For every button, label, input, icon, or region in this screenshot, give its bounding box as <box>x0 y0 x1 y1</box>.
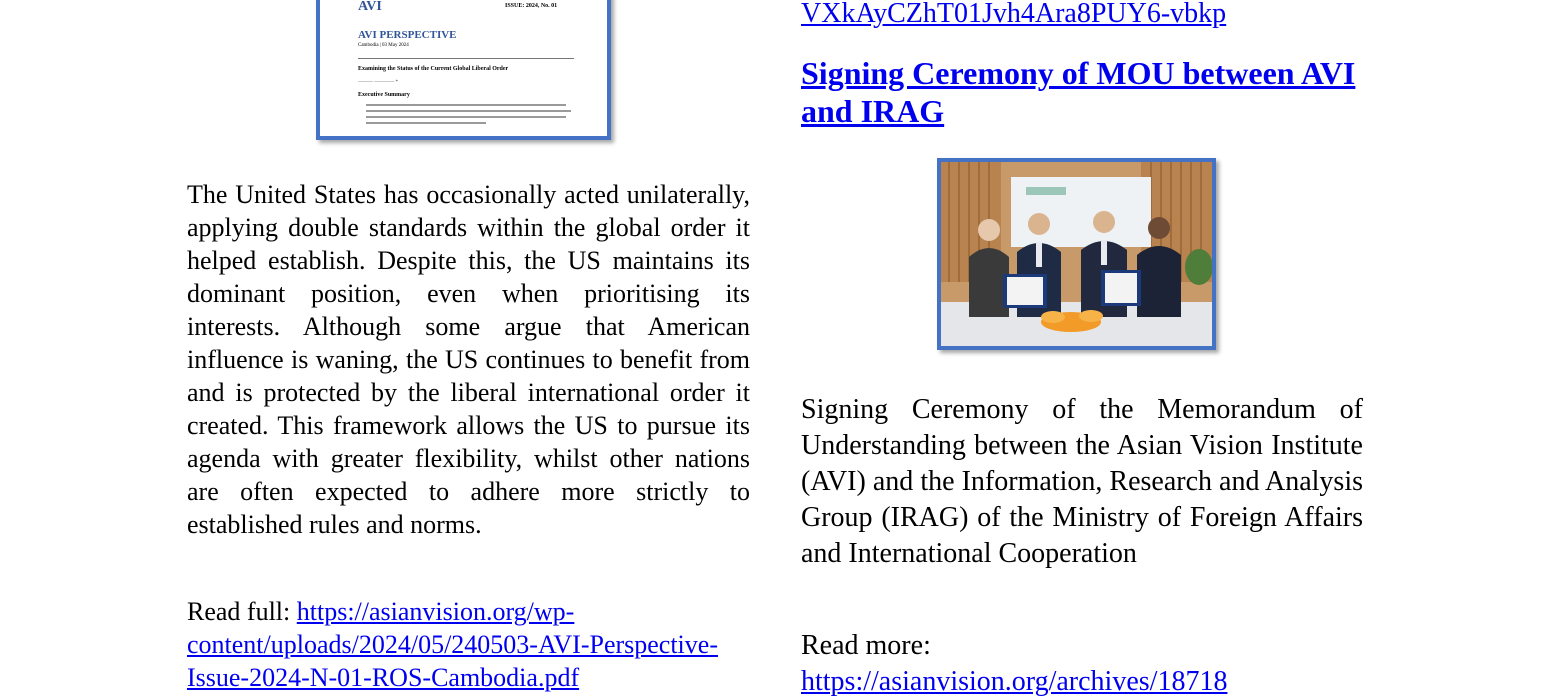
section-heading: Executive Summary <box>358 92 410 98</box>
publication-heading: Examining the Status of the Current Global Liberal Order <box>358 66 509 72</box>
read-more-block <box>801 628 1363 700</box>
previous-article-link[interactable]: VXkAyCZhT01Jvh4Ara8PUY6-vbkp <box>801 0 1227 29</box>
news-summary-paragraph: Signing Ceremony of the Memorandum of Understanding between the Asian Vision Institute (AVI) and the Information, Research and Analysis Group (IRAG) of the Ministry of Foreign Affairs and International Cooperation <box>801 394 1363 569</box>
read-more-label: Read more: <box>801 630 931 661</box>
read-full-link[interactable]: https://asianvision.org/wp-content/uploads/2024/05/240503-AVI-Perspective-Issue-2024-N-01-ROS-Cambodia.pdf <box>187 597 718 692</box>
publication-cover-thumbnail <box>316 0 611 140</box>
text-line <box>366 104 566 106</box>
previous-link-tail <box>801 0 1226 32</box>
signing-ceremony-photo-image <box>941 162 1212 346</box>
news-title <box>801 54 1361 130</box>
signing-ceremony-photo <box>937 158 1216 350</box>
article-summary-paragraph: The United States has occasionally acted unilaterally, applying double standards within the global order it helped establish. Despite this, the US maintains its dominant position, even when prioritising its interests. Although some argue that American influence is waning, the US continues to benefit from and is protected by the liberal international order it created. This framework allows the US to pursue its agenda with greater flexibility, whilst other nations are often expected to adhere more strictly to established rules and norms. <box>187 180 750 539</box>
issue-number: ISSUE: 2024, No. 01 <box>505 3 558 9</box>
series-title: AVI PERSPECTIVE <box>358 29 457 41</box>
news-title-link[interactable]: Signing Ceremony of MOU between AVI and IRAG <box>801 55 1356 129</box>
avi-logo: AVI <box>358 0 382 14</box>
author-byline: ——— ———— * <box>358 80 398 85</box>
text-line <box>366 110 571 112</box>
publication-date: Cambodia | 03 May 2024 <box>358 43 409 48</box>
text-line <box>366 122 486 124</box>
read-full-label: Read full: <box>187 597 297 626</box>
read-full-line <box>187 595 750 694</box>
text-line <box>366 116 566 118</box>
read-more-link[interactable]: https://asianvision.org/archives/18718 <box>801 666 1228 697</box>
divider <box>358 58 574 59</box>
